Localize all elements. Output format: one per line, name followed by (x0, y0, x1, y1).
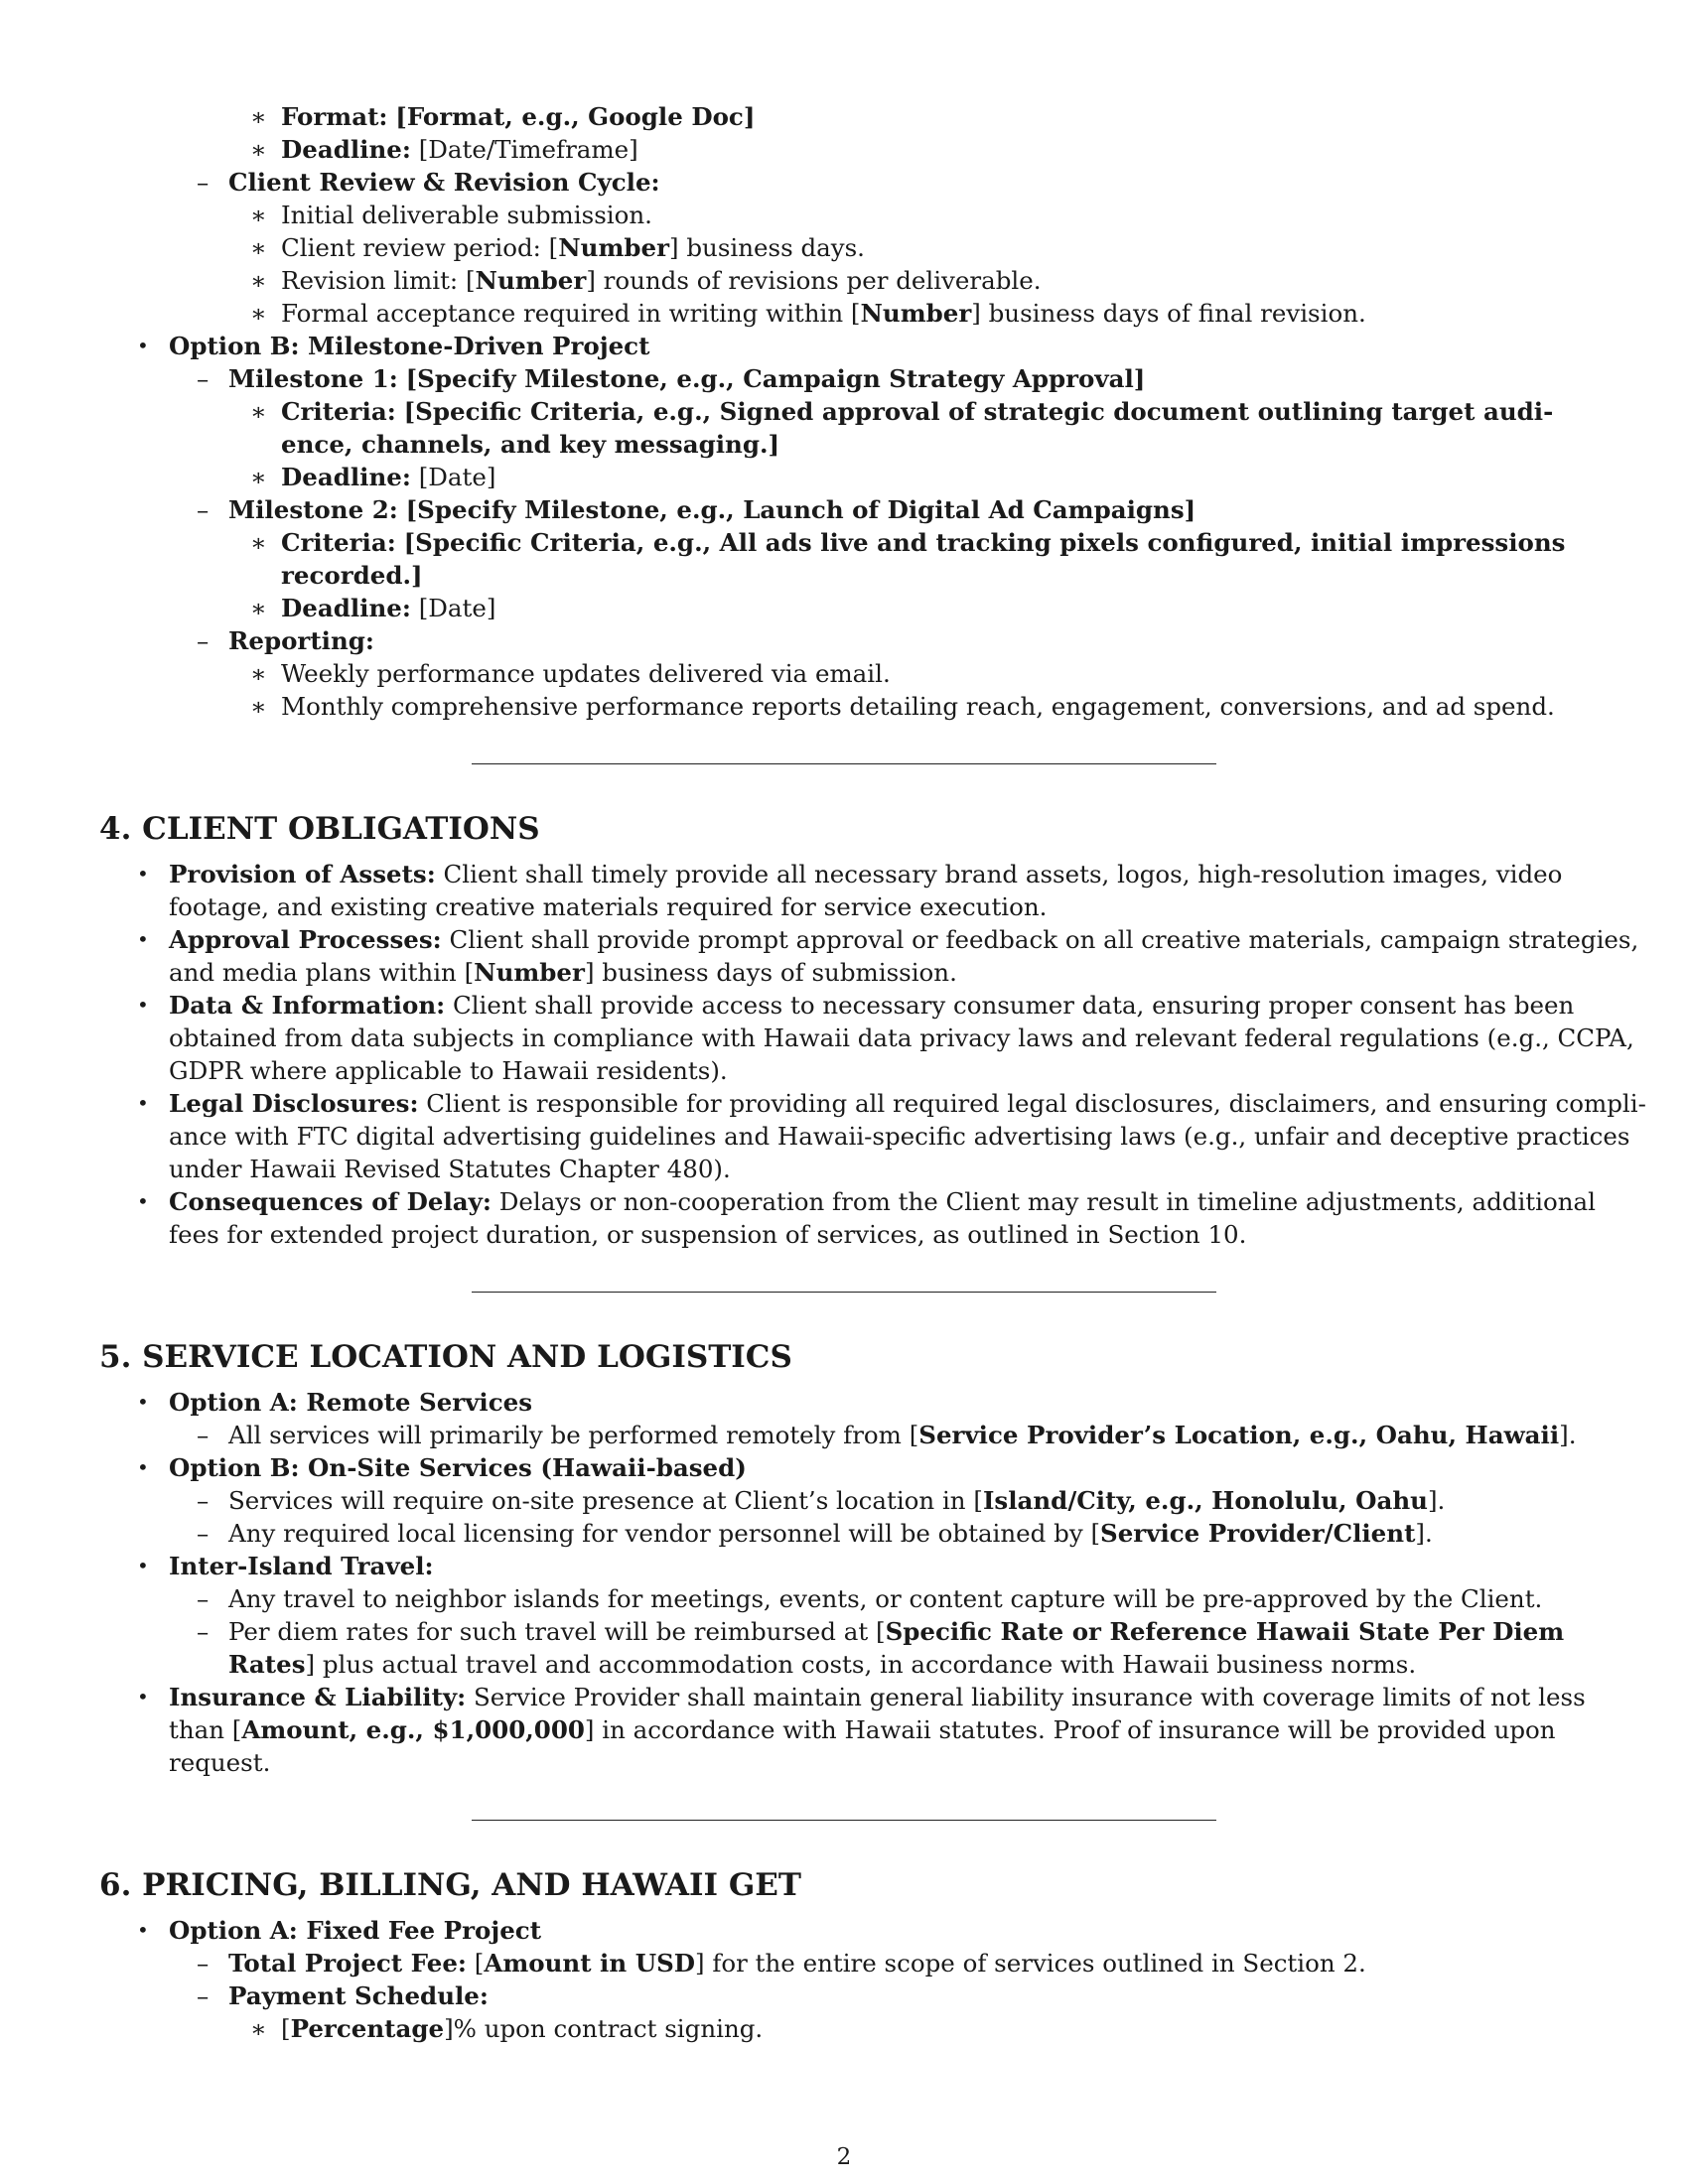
dash-marker: – (197, 1617, 210, 1646)
star-marker: ∗ (250, 102, 267, 131)
list-item-continuation (99, 1218, 1589, 1251)
section-divider (472, 1820, 1216, 1821)
list-item (99, 858, 1589, 890)
list-item (99, 1185, 1596, 1218)
list-item (99, 690, 1589, 723)
dash-marker: – (197, 1981, 210, 2010)
format-value: [Format, e.g., Google Doc] (395, 102, 756, 131)
placeholder-amount: Amount in USD (484, 1949, 696, 1978)
list-item (99, 657, 1589, 690)
list-item (99, 395, 1589, 428)
section-divider (472, 763, 1216, 764)
list-item-continuation (99, 1713, 1589, 1746)
criteria-value: [Specific Criteria, e.g., Signed approval of strategic document outlining target audi- (403, 397, 1554, 426)
milestone-label: Milestone 1: (228, 364, 398, 393)
item-label: Data & Information: (169, 991, 446, 1020)
list-item (99, 1615, 1589, 1648)
dash-marker: – (197, 1584, 210, 1613)
dash-marker: – (197, 168, 210, 197)
page-number: 2 (836, 2144, 852, 2170)
item-label: Insurance & Liability: (169, 1683, 467, 1711)
item-text: Any required local licensing for vendor personnel will be obtained by [ (228, 1519, 1101, 1548)
list-item (99, 989, 1589, 1022)
bullet-marker: • (137, 862, 149, 886)
dash-marker: – (197, 1486, 210, 1515)
placeholder-rate: Specific Rate or Reference Hawaii State Per Diem (885, 1617, 1565, 1646)
deadline-label: Deadline: (281, 594, 411, 622)
item-text: Delays or non-cooperation from the Client may result in timeline adjustments, additional (491, 1187, 1596, 1216)
item-text: ]. (1427, 1486, 1446, 1515)
item-text: ance with FTC digital advertising guidelines and Hawaii-specific advertising laws (e.g., unfair and deceptive practices (169, 1122, 1630, 1151)
star-marker: ∗ (250, 266, 267, 295)
review-item-text: Client review period: [ (281, 233, 559, 262)
item-text: obtained from data subjects in compliance with Hawaii data privacy laws and relevant federal regulations (e.g., CCPA, (169, 1024, 1634, 1052)
star-marker: ∗ (250, 528, 267, 557)
list-item-continuation (99, 1746, 1589, 1779)
item-text: ] business days of submission. (584, 958, 957, 987)
list-item-continuation (99, 1153, 1589, 1185)
star-marker: ∗ (250, 2014, 267, 2043)
list-item (99, 297, 1589, 330)
list-item (99, 526, 1589, 559)
list-item (99, 923, 1639, 956)
item-text: ]% upon contract signing. (444, 2014, 764, 2043)
star-marker: ∗ (250, 233, 267, 262)
item-text: Service Provider shall maintain general liability insurance with coverage limits of not less (466, 1683, 1586, 1711)
bullet-marker: • (137, 927, 149, 951)
deadline-value: [Date] (418, 463, 496, 491)
list-item (99, 1582, 1589, 1615)
list-item-continuation (99, 559, 1589, 592)
option-title: Inter-Island Travel: (169, 1552, 434, 1580)
list-item-continuation (99, 1022, 1634, 1054)
deadline-value: [Date] (418, 594, 496, 622)
item-text: fees for extended project duration, or suspension of services, as outlined in Section 10. (169, 1220, 1247, 1249)
list-item (99, 592, 1589, 624)
item-text: Client is responsible for providing all required legal disclosures, disclaimers, and ensuring compli- (418, 1089, 1646, 1118)
dash-marker: – (197, 495, 210, 524)
dash-marker: – (197, 364, 210, 393)
deadline-label: Deadline: (281, 135, 411, 164)
section-heading: 4. CLIENT OBLIGATIONS (99, 811, 540, 847)
item-text: ]. (1415, 1519, 1433, 1548)
section-heading: 6. PRICING, BILLING, AND HAWAII GET (99, 1867, 801, 1903)
format-label: Format: (281, 102, 388, 131)
list-item (99, 231, 1589, 264)
milestone-value: [Specify Milestone, e.g., Campaign Strategy Approval] (405, 364, 1146, 393)
criteria-value: ence, channels, and key messaging.] (281, 430, 780, 459)
star-marker: ∗ (250, 299, 267, 328)
item-text: Any travel to neighbor islands for meetings, events, or content capture will be pre-approved by the Client. (228, 1584, 1543, 1613)
criteria-label: Criteria: (281, 397, 396, 426)
item-label: Consequences of Delay: (169, 1187, 492, 1216)
deadline-value: [Date/Timeframe] (418, 135, 638, 164)
review-item-text: Revision limit: [ (281, 266, 476, 295)
bullet-marker: • (137, 1390, 149, 1414)
list-item-continuation (99, 428, 1589, 461)
item-text: ] in accordance with Hawaii statutes. Proof of insurance will be provided upon (584, 1715, 1556, 1744)
star-marker: ∗ (250, 659, 267, 688)
option-title: Option A: Fixed Fee Project (169, 1916, 542, 1945)
review-cycle-title: Client Review & Revision Cycle: (228, 168, 660, 197)
item-text: Client shall timely provide all necessary brand assets, logos, high-resolution images, video (435, 860, 1563, 888)
list-item (99, 1517, 1589, 1550)
list-item (99, 1681, 1589, 1713)
review-item-text: ] business days. (669, 233, 865, 262)
list-item-continuation (99, 1120, 1630, 1153)
item-text: Client shall provide prompt approval or feedback on all creative materials, campaign strategies, (441, 925, 1639, 954)
list-item (99, 133, 1589, 166)
item-text: ] for the entire scope of services outlined in Section 2. (695, 1949, 1366, 1978)
item-text: under Hawaii Revised Statutes Chapter 480). (169, 1155, 731, 1183)
list-item (99, 100, 1589, 133)
item-text: footage, and existing creative materials required for service execution. (169, 892, 1048, 921)
item-text: GDPR where applicable to Hawaii residents). (169, 1056, 728, 1085)
list-item (99, 1947, 1589, 1979)
dash-marker: – (197, 1421, 210, 1449)
section-divider (472, 1292, 1216, 1293)
placeholder-number: Number (475, 266, 587, 295)
criteria-value: [Specific Criteria, e.g., All ads live and tracking pixels configured, initial impressions (403, 528, 1566, 557)
list-item (99, 166, 1589, 199)
reporting-item-text: Monthly comprehensive performance reports detailing reach, engagement, conversions, and ad spend. (281, 692, 1555, 721)
dash-marker: – (197, 1949, 210, 1978)
item-text: Per diem rates for such travel will be reimbursed at [ (228, 1617, 886, 1646)
criteria-label: Criteria: (281, 528, 396, 557)
list-item-continuation (99, 1648, 1589, 1681)
deadline-label: Deadline: (281, 463, 411, 491)
item-text: [ (466, 1949, 485, 1978)
item-text: All services will primarily be performed remotely from [ (228, 1421, 919, 1449)
list-item (99, 330, 1589, 362)
item-label: Total Project Fee: (228, 1949, 467, 1978)
bullet-marker: • (137, 1918, 149, 1942)
star-marker: ∗ (250, 201, 267, 229)
bullet-marker: • (137, 1554, 149, 1577)
list-item (99, 1386, 1589, 1419)
placeholder-percentage: Percentage (290, 2014, 445, 2043)
star-marker: ∗ (250, 463, 267, 491)
item-text: ] plus actual travel and accommodation costs, in accordance with Hawaii business norms. (305, 1650, 1417, 1679)
star-marker: ∗ (250, 692, 267, 721)
bullet-marker: • (137, 334, 149, 357)
item-label: Legal Disclosures: (169, 1089, 419, 1118)
placeholder-location: Island/City, e.g., Honolulu, Oahu (982, 1486, 1428, 1515)
review-item-text: ] business days of final revision. (971, 299, 1366, 328)
item-label: Payment Schedule: (228, 1981, 489, 2010)
bullet-marker: • (137, 993, 149, 1017)
review-item-text: ] rounds of revisions per deliverable. (586, 266, 1042, 295)
item-text: Client shall provide access to necessary consumer data, ensuring proper consent has been (445, 991, 1575, 1020)
list-item-continuation (99, 956, 1589, 989)
star-marker: ∗ (250, 135, 267, 164)
list-item (99, 624, 1589, 657)
placeholder-number: Number (860, 299, 972, 328)
item-text: than [ (169, 1715, 242, 1744)
placeholder-location: Service Provider’s Location, e.g., Oahu, Hawaii (918, 1421, 1560, 1449)
option-title: Option B: On-Site Services (Hawaii-based) (169, 1453, 747, 1482)
review-item-text: Formal acceptance required in writing within [ (281, 299, 861, 328)
list-item (99, 1451, 1589, 1484)
list-item (99, 1979, 1589, 2012)
list-item-continuation (99, 890, 1589, 923)
reporting-title: Reporting: (228, 626, 374, 655)
item-label: Approval Processes: (169, 925, 442, 954)
item-text: ]. (1559, 1421, 1577, 1449)
list-item (99, 1087, 1646, 1120)
item-text: [ (281, 2014, 291, 2043)
placeholder-amount: Amount, e.g., $1,000,000 (241, 1715, 585, 1744)
item-text: and media plans within [ (169, 958, 475, 987)
star-marker: ∗ (250, 594, 267, 622)
placeholder-party: Service Provider/Client (1100, 1519, 1416, 1548)
list-item (99, 264, 1589, 297)
list-item (99, 1914, 1589, 1947)
list-item (99, 1550, 1589, 1582)
review-item-text: Initial deliverable submission. (281, 201, 652, 229)
bullet-marker: • (137, 1189, 149, 1213)
list-item-continuation (99, 1054, 1589, 1087)
list-item (99, 1419, 1589, 1451)
option-title: Option A: Remote Services (169, 1388, 533, 1417)
list-item (99, 493, 1589, 526)
bullet-marker: • (137, 1685, 149, 1708)
page-content (99, 100, 1646, 2045)
dash-marker: – (197, 626, 210, 655)
list-item (99, 461, 1589, 493)
list-item (99, 199, 1589, 231)
milestone-value: [Specify Milestone, e.g., Launch of Digital Ad Campaigns] (405, 495, 1196, 524)
star-marker: ∗ (250, 397, 267, 426)
bullet-marker: • (137, 1455, 149, 1479)
section-heading: 5. SERVICE LOCATION AND LOGISTICS (99, 1339, 792, 1375)
item-label: Provision of Assets: (169, 860, 436, 888)
milestone-label: Milestone 2: (228, 495, 398, 524)
item-text: Services will require on-site presence at Client’s location in [ (228, 1486, 983, 1515)
bullet-marker: • (137, 1091, 149, 1115)
list-item (99, 2012, 1589, 2045)
placeholder-rate: Rates (228, 1650, 306, 1679)
dash-marker: – (197, 1519, 210, 1548)
item-text: request. (169, 1748, 271, 1777)
placeholder-number: Number (558, 233, 670, 262)
option-b-title: Option B: Milestone-Driven Project (169, 332, 650, 360)
reporting-item-text: Weekly performance updates delivered via email. (281, 659, 891, 688)
criteria-value: recorded.] (281, 561, 423, 590)
list-item (99, 362, 1589, 395)
placeholder-number: Number (474, 958, 585, 987)
list-item (99, 1484, 1589, 1517)
